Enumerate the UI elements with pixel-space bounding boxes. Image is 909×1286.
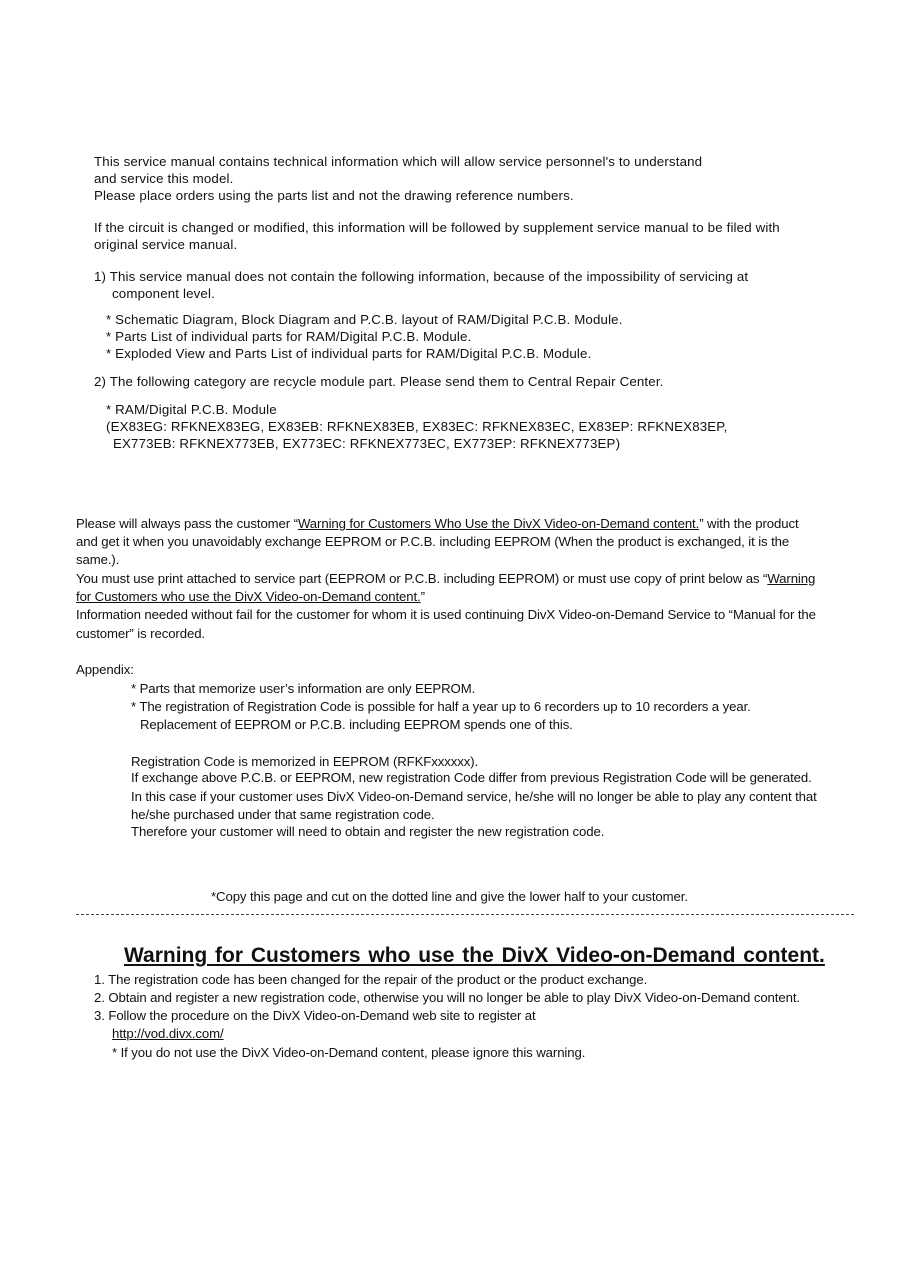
item2-bullet: * RAM/Digital P.C.B. Module	[106, 402, 277, 417]
appendix-reg-line-4: he/she purchased under that same registration code.	[131, 807, 435, 822]
notice-line-2: and get it when you unavoidably exchange EEPROM or P.C.B. including EEPROM (When the product is exchanged, it is the	[76, 534, 790, 549]
notice-line-1	[76, 515, 799, 532]
appendix-reg-line-1: Registration Code is memorized in EEPROM (RFKFxxxxxx).	[131, 754, 479, 769]
item2-models-1: (EX83EG: RFKNEX83EG, EX83EB: RFKNEX83EB, EX83EC: RFKNEX83EC, EX83EP: RFKNEX83EP,	[106, 419, 728, 434]
item1-line-2: component level.	[112, 286, 215, 301]
notice-line-1-post: ” with the product	[699, 516, 799, 531]
appendix-bullet-2: * The registration of Registration Code is possible for half a year up to 6 recorders up to 10 recorders a year.	[131, 699, 751, 714]
intro-line-5: original service manual.	[94, 237, 238, 252]
notice-line-1-pre: Please will always pass the customer “	[76, 516, 298, 531]
warning-item-2: 2. Obtain and register a new registration code, otherwise you will no longer be able to play DivX Video-on-Demand content.	[94, 990, 800, 1005]
warning-reference-link: Warning for Customers Who Use the DivX Video-on-Demand content.	[297, 516, 700, 531]
warning-reference-link-part-2: for Customers who use the DivX Video-on-Demand content.	[76, 589, 421, 604]
intro-line-2: and service this model.	[94, 171, 234, 186]
item2-models-2: EX773EB: RFKNEX773EB, EX773EC: RFKNEX773EC, EX773EP: RFKNEX773EP)	[113, 436, 621, 451]
item1-line-1: 1) This service manual does not contain the following information, because of the impossibility of servicing at	[94, 269, 749, 284]
item1-bullet-2: * Parts List of individual parts for RAM/Digital P.C.B. Module.	[106, 329, 472, 344]
intro-line-1: This service manual contains technical information which will allow service personnel's to understand	[94, 154, 703, 169]
appendix-reg-line-5: Therefore your customer will need to obtain and register the new registration code.	[131, 824, 605, 839]
warning-item-3: 3. Follow the procedure on the DivX Video-on-Demand web site to register at	[94, 1008, 536, 1023]
intro-line-4: If the circuit is changed or modified, this information will be followed by supplement service manual to be filed with	[94, 220, 780, 235]
notice-line-5	[76, 588, 425, 605]
appendix-reg-line-3: In this case if your customer uses DivX Video-on-Demand service, he/she will no longer be able to play any content that	[131, 789, 817, 804]
cut-dotted-line	[76, 914, 854, 915]
appendix-title: Appendix:	[76, 662, 134, 677]
notice-line-5-post: ”	[420, 589, 425, 604]
item2-line-1: 2) The following category are recycle module part. Please send them to Central Repair Center.	[94, 374, 664, 389]
appendix-bullet-2-cont: Replacement of EEPROM or P.C.B. including EEPROM spends one of this.	[140, 717, 573, 732]
notice-line-3: same.).	[76, 552, 120, 567]
warning-ignore-note: * If you do not use the DivX Video-on-Demand content, please ignore this warning.	[112, 1045, 586, 1060]
notice-line-4	[76, 570, 815, 587]
appendix-reg-line-2: If exchange above P.C.B. or EEPROM, new registration Code differ from previous Registration Code will be generated.	[131, 770, 812, 785]
notice-line-4-pre: You must use print attached to service part (EEPROM or P.C.B. including EEPROM) or must use copy of print below as “	[76, 571, 768, 586]
item1-bullet-3: * Exploded View and Parts List of individual parts for RAM/Digital P.C.B. Module.	[106, 346, 592, 361]
intro-line-3: Please place orders using the parts list and not the drawing reference numbers.	[94, 188, 574, 203]
divx-vod-url[interactable]: http://vod.divx.com/	[112, 1026, 224, 1041]
notice-line-6: Information needed without fail for the customer for whom it is used continuing DivX Video-on-Demand Service to “Manual for the	[76, 607, 816, 622]
copy-instruction: *Copy this page and cut on the dotted line and give the lower half to your customer.	[211, 889, 688, 904]
notice-line-7: customer” is recorded.	[76, 626, 205, 641]
warning-item-1: 1. The registration code has been changed for the repair of the product or the product exchange.	[94, 972, 648, 987]
item1-bullet-1: * Schematic Diagram, Block Diagram and P.C.B. layout of RAM/Digital P.C.B. Module.	[106, 312, 623, 327]
warning-reference-link-part-1: Warning	[767, 571, 816, 586]
appendix-bullet-1: * Parts that memorize user’s information are only EEPROM.	[131, 681, 476, 696]
warning-title: Warning for Customers who use the DivX Video-on-Demand content.	[124, 944, 825, 967]
